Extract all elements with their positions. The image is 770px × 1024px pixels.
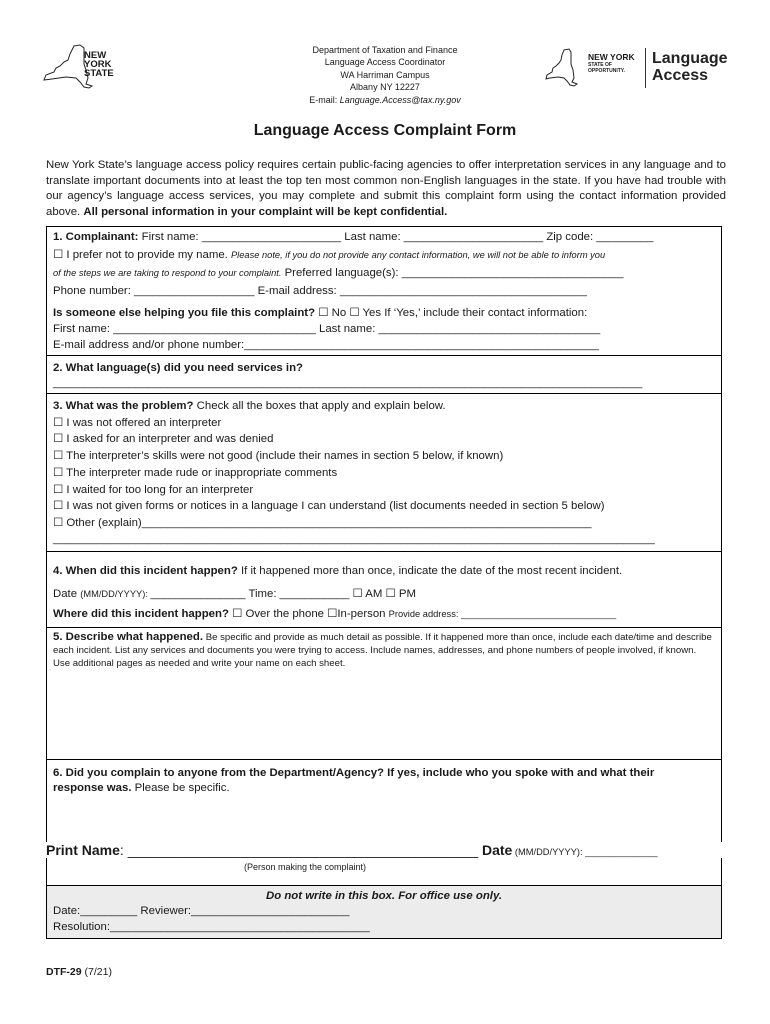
print-date-field: (MM/DD/YYYY): ______________ xyxy=(512,847,658,857)
sec4-date-label: Date xyxy=(53,588,81,600)
office-use-box xyxy=(46,885,722,939)
sec4-question: 4. When did this incident happen? xyxy=(53,565,238,577)
la-word-2: Access xyxy=(652,67,709,84)
problem-option[interactable]: ☐ I asked for an interpreter and was denied xyxy=(53,433,274,445)
agency-email-line xyxy=(260,94,510,106)
sec4-where-options: ☐ Over the phone ☐In-person xyxy=(228,608,389,620)
sec5-prompt xyxy=(53,631,713,670)
agency-address xyxy=(260,44,510,106)
section-3 xyxy=(47,393,721,551)
sec1-name-line[interactable] xyxy=(53,230,653,244)
sec1-name-fields: First name: ______________________ Last name: ______________________ Zip code: _________ xyxy=(141,231,654,243)
sec4-date-time-fields: _______________ Time: ___________ ☐ AM ☐ PM xyxy=(150,588,416,600)
office-date-reviewer: Date:_________ Reviewer:_________________________ xyxy=(53,905,350,917)
problem-option[interactable]: ☐ The interpreter’s skills were not good (include their names in section 5 below, if known) xyxy=(53,450,504,462)
sec6-question xyxy=(53,766,693,796)
section-2 xyxy=(47,355,721,393)
page-title: Language Access Complaint Form xyxy=(253,122,517,139)
office-use-heading: Do not write in this box. For office use only. xyxy=(265,890,503,902)
problem-option[interactable]: ☐ The interpreter made rude or inappropriate comments xyxy=(53,467,338,479)
nys-sub1: STATE OF xyxy=(588,62,612,68)
sec6-question-text: 6. Did you complain to anyone from the Department/Agency? If yes, include who you spoke with and what their response was. xyxy=(53,767,655,794)
language-access-logo xyxy=(544,44,734,92)
preferred-language-field: Preferred language(s): ___________________________________ xyxy=(281,267,624,279)
form-number xyxy=(46,966,112,978)
nys-title: NEW YORK xyxy=(588,52,635,62)
sec5-question: 5. Describe what happened. xyxy=(53,631,204,643)
sec6-instruction: Please be specific. xyxy=(131,782,230,794)
print-name-label: Print Name xyxy=(46,842,120,858)
sec3-instruction: Check all the boxes that apply and explain below. xyxy=(193,400,446,412)
intro-paragraph xyxy=(46,158,726,220)
section-5 xyxy=(47,627,721,759)
sec1-helper-contact-line[interactable]: E-mail address and/or phone number:________________________________________________________ xyxy=(53,339,599,351)
new-york-state-map-icon xyxy=(544,48,588,88)
print-date-label: Date xyxy=(481,842,513,858)
sec1-label: 1. Complainant: xyxy=(53,231,142,243)
sec1-helper-line[interactable] xyxy=(53,306,587,320)
sec4-question-line xyxy=(53,564,622,578)
print-name-line[interactable] xyxy=(46,842,722,858)
language-access-wordmark xyxy=(652,50,728,84)
sec1-language-line[interactable] xyxy=(53,266,623,280)
sec1-anon-line[interactable] xyxy=(53,248,605,262)
email-link[interactable]: Language.Access@tax.ny.gov xyxy=(339,94,461,105)
anon-checkbox: ☐ I prefer not to provide my name. xyxy=(53,249,231,261)
sec5-instruction: Be specific and provide as much detail as possible. If it happened more than once, include each date/time and describe each incident. List any services and documents you were trying to access. Include names, addresses, and phone numbers of people involved, if known. Use additional pages as needed and write your name on each sheet. xyxy=(53,632,712,669)
agency-line-2: Language Access Coordinator xyxy=(324,57,446,68)
sec4-date-time-line[interactable] xyxy=(53,587,416,601)
complaint-form xyxy=(46,226,722,886)
nys-sub2: OPPORTUNITY. xyxy=(588,68,625,74)
form-revision: (7/21) xyxy=(81,966,112,978)
anon-note: Please note, if you do not provide any contact information, we will not be able to inform you xyxy=(230,250,606,260)
logo-state: STATE xyxy=(84,68,114,79)
section-6 xyxy=(47,759,721,887)
helper-question: Is someone else helping you file this complaint? xyxy=(53,307,316,319)
helper-options: ☐ No ☐ Yes If ‘Yes,’ include their contact information: xyxy=(315,307,588,319)
logo-new: NEW xyxy=(84,50,107,61)
sec4-where-question: Where did this incident happen? xyxy=(53,608,229,620)
sec4-instruction: If it happened more than once, indicate the date of the most recent incident. xyxy=(237,565,623,577)
office-resolution: Resolution:_________________________________________ xyxy=(53,921,370,933)
sec1-phone-email-line[interactable]: Phone number: ___________________ E-mail address: _______________________________________ xyxy=(53,285,587,297)
sec3-question-line xyxy=(53,399,446,413)
sec2-answer-line[interactable]: _____________________________________________________________________________________________ xyxy=(53,377,643,389)
problem-option-other[interactable]: ☐ Other (explain)_______________________________________________________________________ xyxy=(53,517,592,529)
logo-divider xyxy=(645,48,646,88)
intro-text: New York State’s language access policy requires certain public-facing agencies to offer interpretation services in any language and to translate important documents into at least the top ten most common non-English languages in the state. If you have had trouble with our agency’s language access services, you may complete and submit this complaint form using the contact information provided above. xyxy=(46,159,726,218)
sec4-address-field: Provide address: ______________________________ xyxy=(388,609,617,619)
intro-confidential: All personal information in your complaint will be kept confidential. xyxy=(83,205,448,218)
logo-york: YORK xyxy=(84,59,112,70)
nys-logo-left xyxy=(40,44,120,90)
agency-line-4: Albany NY 12227 xyxy=(350,82,420,93)
problem-option[interactable]: ☐ I waited for too long for an interpreter xyxy=(53,484,254,496)
sec4-where-line[interactable] xyxy=(53,607,616,621)
sec3-question: 3. What was the problem? xyxy=(53,400,194,412)
sec6-answer-area[interactable] xyxy=(53,802,713,872)
section-4 xyxy=(47,551,721,627)
anon-note-cont: of the steps we are taking to respond to your complaint. xyxy=(53,268,282,278)
person-making-complaint-note: (Person making the complaint) xyxy=(244,862,367,872)
form-id: DTF-29 xyxy=(46,966,82,978)
sec1-helper-name-line[interactable]: First name: ________________________________ Last name: ___________________________________ xyxy=(53,323,601,335)
problem-option[interactable]: ☐ I was not offered an interpreter xyxy=(53,417,222,429)
print-name-field: : _____________________________________________ xyxy=(119,842,482,858)
email-label: E-mail: xyxy=(309,94,340,105)
agency-line-3: WA Harriman Campus xyxy=(340,69,430,80)
sec4-date-format: (MM/DD/YYYY): xyxy=(80,589,151,599)
sec2-question: 2. What language(s) did you need services in? xyxy=(53,362,304,374)
problem-option[interactable]: ☐ I was not given forms or notices in a language I can understand (list documents needed in section 5 below) xyxy=(53,500,605,512)
sec3-explain-line[interactable]: _______________________________________________________________________________________________ xyxy=(53,533,655,545)
agency-line-1: Department of Taxation and Finance xyxy=(312,45,458,55)
sec5-answer-area[interactable] xyxy=(53,672,713,756)
la-word-1: Language xyxy=(652,50,728,67)
nys-opportunity-wordmark xyxy=(588,53,635,74)
